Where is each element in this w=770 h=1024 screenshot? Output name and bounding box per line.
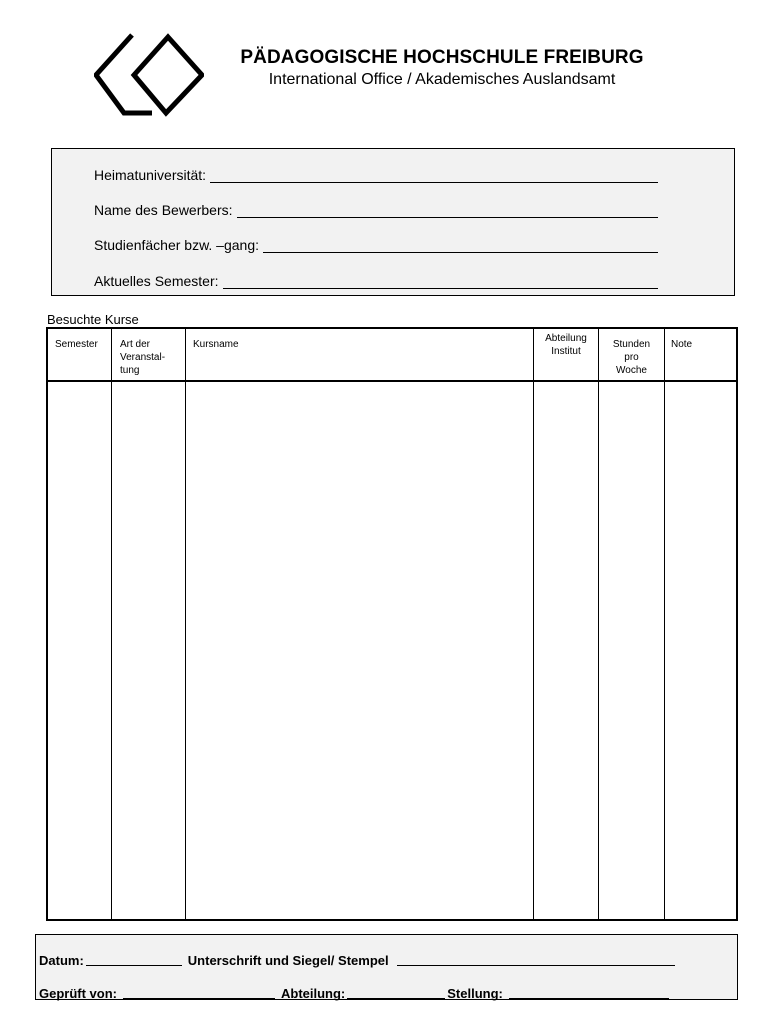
- footer-row-review: [39, 986, 675, 1001]
- header-department: [534, 332, 598, 358]
- institution-name: PÄDAGOGISCHE HOCHSCHULE FREIBURG: [240, 47, 644, 68]
- home-university-input-line[interactable]: [210, 168, 658, 183]
- header-course-name: Kursname: [193, 339, 239, 350]
- home-university-label: Heimatuniversität:: [94, 167, 207, 183]
- signature-input-line[interactable]: [397, 953, 675, 966]
- header-hours-line-1: Stunden: [612, 339, 651, 350]
- current-semester-input-line[interactable]: [223, 274, 659, 289]
- position-label: Stellung:: [447, 986, 503, 1001]
- current-semester-field[interactable]: [94, 273, 658, 289]
- subjects-label: Studienfächer bzw. –gang:: [94, 237, 260, 253]
- header-course-type-line-2: Veranstal-: [120, 352, 166, 363]
- header-hours-per-week: [599, 338, 664, 377]
- applicant-info-box: [51, 148, 735, 296]
- department-label: Abteilung:: [281, 986, 346, 1001]
- subjects-input-line[interactable]: [263, 238, 658, 253]
- header-hours-line-3: Woche: [616, 365, 647, 376]
- office-name: International Office / Akademisches Auslandsamt: [268, 71, 616, 88]
- university-logo: [94, 33, 204, 117]
- home-university-field[interactable]: [94, 167, 658, 183]
- checked-by-input-line[interactable]: [123, 986, 275, 999]
- footer-box: [35, 934, 738, 1000]
- header-hours-line-2: pro: [624, 352, 639, 363]
- date-input-line[interactable]: [86, 953, 182, 966]
- checked-by-label: Geprüft von:: [39, 986, 117, 1001]
- footer-row-date-signature: [39, 953, 681, 968]
- courses-table: [46, 327, 738, 921]
- applicant-name-field[interactable]: [94, 202, 658, 218]
- header-department-line-1: Abteilung: [545, 333, 587, 344]
- subjects-field[interactable]: [94, 237, 658, 253]
- header-semester: Semester: [55, 339, 98, 350]
- current-semester-label: Aktuelles Semester:: [94, 273, 219, 289]
- position-input-line[interactable]: [509, 986, 669, 999]
- header-grade: Note: [671, 339, 693, 350]
- signature-label: Unterschrift und Siegel/ Stempel: [187, 953, 389, 968]
- courses-title: Besuchte Kurse: [47, 312, 139, 327]
- courses-table-body[interactable]: [48, 382, 736, 919]
- applicant-name-label: Name des Bewerbers:: [94, 202, 233, 218]
- applicant-name-input-line[interactable]: [237, 203, 658, 218]
- header-course-type-line-3: tung: [120, 365, 140, 376]
- header-department-line-2: Institut: [551, 346, 581, 357]
- header-course-type-line-1: Art der: [120, 339, 151, 350]
- header-course-type: [120, 338, 182, 377]
- date-label: Datum:: [39, 953, 84, 968]
- department-input-line[interactable]: [347, 986, 445, 999]
